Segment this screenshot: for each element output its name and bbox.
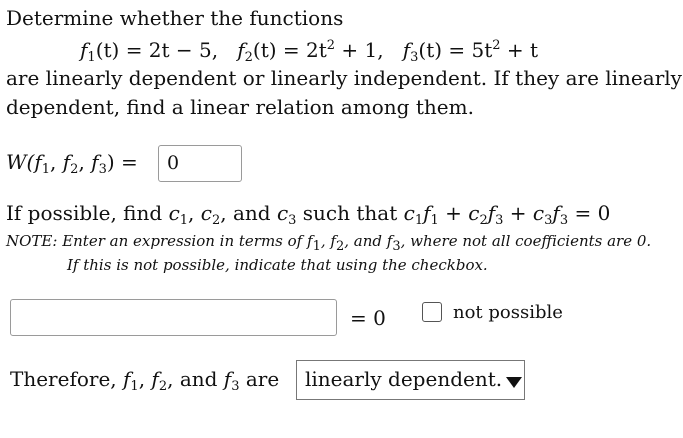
intro-text: Determine whether the functions: [6, 6, 344, 30]
f3-definition-start: (t) = 5t: [418, 38, 493, 62]
c3-label: c: [276, 201, 289, 225]
wronskian-f3: f: [91, 150, 99, 174]
possible-text: If possible, find: [6, 201, 169, 225]
conclusion-line: Therefore, $f_1$, $f_2$, and $f_3$ are: [10, 367, 280, 394]
dependency-select[interactable]: [296, 360, 525, 400]
wronskian-f2: f: [62, 150, 71, 174]
note-line-2: If this is not possible, indicate that using the checkbox.: [67, 256, 488, 274]
conclusion-are: are: [245, 367, 280, 391]
f3-exponent: 2: [492, 38, 501, 53]
not-possible-checkbox[interactable]: [422, 302, 442, 322]
note-sep2: , and: [344, 232, 387, 250]
f1-definition: (t) = 2t − 5,: [95, 38, 219, 62]
f2-definition-start: (t) = 2t: [252, 38, 327, 62]
such-that-text: such that: [302, 201, 398, 225]
functions-line: [80, 34, 538, 70]
f2-subscript: 2: [244, 50, 253, 65]
relation-equals: = 0: [350, 306, 386, 330]
wronskian-f1: f: [34, 150, 42, 174]
and-text: and: [232, 201, 271, 225]
wronskian-input[interactable]: [158, 145, 242, 182]
possible-line: If possible, find $c_1$, $c_2$, and $c_3$ such that $c_1f_1 + c_2f_3 + c_3f_3 = 0$: [6, 201, 611, 228]
note-prefix: NOTE: Enter an expression in terms of: [6, 232, 308, 250]
wronskian-input-value: 0: [167, 152, 180, 174]
dropdown-arrow-icon: [506, 377, 522, 388]
f2-name: f: [237, 38, 245, 62]
c2-label: c: [200, 201, 212, 225]
equation-tail: = 0: [574, 201, 611, 225]
paragraph-line-1: are linearly dependent or linearly independent. If they are linearly: [6, 66, 682, 90]
f3-name: f: [402, 38, 411, 62]
note-sep1: ,: [320, 232, 331, 250]
f3-subscript: 3: [410, 50, 419, 65]
note-line-1: NOTE: Enter an expression in terms of f1, f2, and f3, where not all coefficients are 0.: [6, 232, 652, 254]
dependency-select-value: linearly dependent.: [305, 367, 503, 391]
wronskian-suffix: ) =: [106, 150, 138, 174]
f2-definition-end: + 1,: [335, 38, 384, 62]
wronskian-prefix: W(: [6, 150, 35, 174]
wronskian-sub2: 2: [70, 162, 79, 177]
wronskian-sub1: 1: [41, 162, 51, 177]
not-possible-label: not possible: [453, 302, 563, 323]
f3-definition-end: + t: [500, 38, 539, 62]
wronskian-sub3: 3: [98, 162, 107, 177]
f1-name: f: [80, 38, 88, 62]
therefore-text: Therefore,: [10, 367, 117, 391]
note-suffix: , where not all coefficients are 0.: [400, 232, 652, 250]
f2-exponent: 2: [326, 38, 336, 53]
wronskian-label: $W(f_1$, $f_2$, $f_3$) =: [6, 150, 138, 177]
relation-input[interactable]: [10, 299, 337, 336]
f1-subscript: 1: [87, 50, 96, 65]
c1-label: c: [168, 201, 180, 225]
paragraph-line-2: dependent, find a linear relation among them.: [6, 95, 474, 119]
conclusion-and: and: [179, 367, 218, 391]
